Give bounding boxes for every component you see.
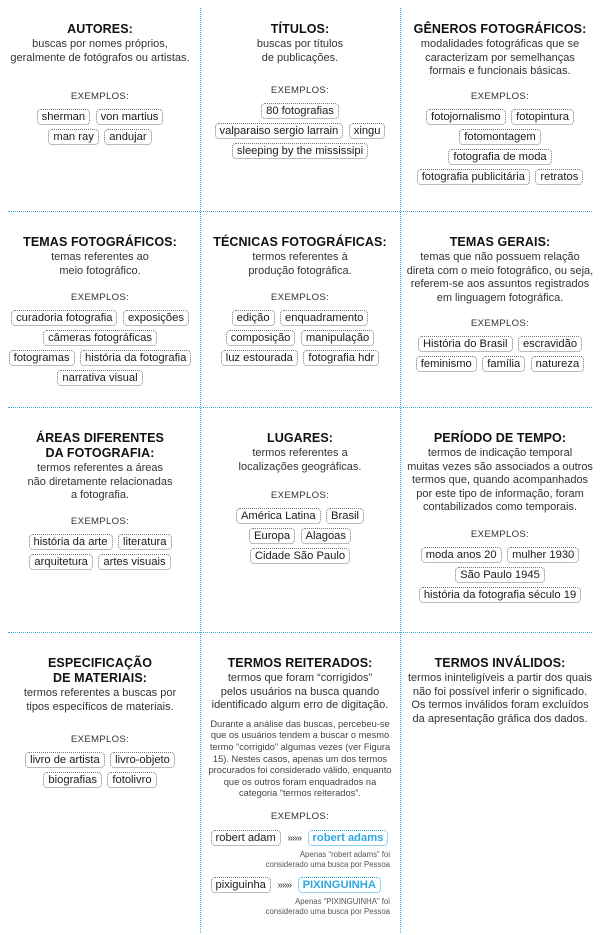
category-title: TÍTULOS:	[270, 22, 330, 36]
example-tag: curadoria fotografia	[11, 310, 117, 326]
example-tag: arquitetura	[29, 554, 93, 570]
category-note: Durante a análise das buscas, percebeu-se que os usuários tendem a buscar o mesmo termo “corrigido” algumas vezes (ver Figura 15). Nestes casos, apenas um dos termos procurados foi considerado válido, enquanto que os outros foram enquadrados na categoria “termos reiterados”.	[208, 718, 392, 799]
example-tag: história da fotografia século 19	[419, 587, 581, 603]
example-tags	[400, 544, 600, 604]
category-areas-diferentes	[0, 431, 200, 571]
category-title: TEMAS GERAIS:	[449, 235, 551, 249]
example-tag: literatura	[118, 534, 172, 550]
example-tag: fotografia publicitária	[417, 169, 530, 185]
category-description: buscas por nomes próprios, geralmente de fotógrafos ou artistas.	[10, 38, 190, 64]
category-title: LUGARES:	[266, 431, 334, 445]
category-temas-gerais	[400, 235, 600, 373]
example-tags	[200, 505, 400, 565]
examples-label: EXEMPLOS:	[70, 734, 130, 746]
category-title: TERMOS INVÁLIDOS:	[434, 656, 566, 670]
example-tag: fotogramas	[9, 350, 75, 366]
category-description: termos de indicação temporal muitas vezes são associados a outros termos que, quando acompanhados por este tipo de informação, foram contabilizados como temporais.	[407, 447, 593, 514]
example-tag: História do Brasil	[418, 336, 513, 352]
example-tag: moda anos 20	[421, 547, 502, 563]
example-tag: artes visuais	[98, 554, 170, 570]
example-tag: manipulação	[301, 330, 374, 346]
category-title: TEMAS FOTOGRÁFICOS:	[23, 235, 177, 249]
example-tag: Alagoas	[301, 528, 351, 544]
example-tags	[400, 106, 600, 186]
reiterated-pair	[210, 829, 390, 869]
category-title: ÁREAS DIFERENTES DA FOTOGRAFIA:	[35, 431, 164, 460]
reiterated-pair	[210, 876, 390, 916]
example-tag: feminismo	[416, 356, 477, 372]
example-tag: andujar	[104, 129, 151, 145]
category-description: temas referentes ao meio fotográfico.	[51, 251, 149, 277]
example-tag: sherman	[37, 109, 91, 125]
category-temas-fotograficos	[0, 235, 200, 387]
examples-label: EXEMPLOS:	[70, 515, 130, 527]
example-tag: von martius	[96, 109, 164, 125]
example-tags	[200, 100, 400, 160]
divider-horizontal-2	[8, 407, 592, 408]
example-tag: livro-objeto	[110, 752, 175, 768]
category-termos-reiterados	[200, 656, 400, 823]
category-title: AUTORES:	[67, 22, 133, 36]
example-tag: fotografia de moda	[448, 149, 551, 165]
example-tags	[0, 307, 200, 387]
example-tag: man ray	[48, 129, 98, 145]
category-description: termos ininteligíveis a partir dos quais não foi possível inferir o significado. Os termos inválidos foram excluídos da apresentação gráfica dos dados.	[407, 672, 593, 725]
original-term-tag: robert adam	[211, 830, 281, 846]
category-description: termos referentes à produção fotográfica.	[248, 251, 352, 277]
category-termos-invalidos	[400, 656, 600, 726]
category-description: termos que foram “corrigidos” pelos usuários na busca quando identificado algum erro de digitação.	[211, 672, 389, 712]
category-periodo-de-tempo	[400, 431, 600, 604]
example-tag: fotomontagem	[459, 129, 541, 145]
example-tag: fotolivro	[107, 772, 156, 788]
category-title: ESPECIFICAÇÃO DE MATERIAIS:	[47, 656, 153, 685]
example-tag: escravidão	[518, 336, 582, 352]
example-tags	[200, 307, 400, 367]
example-tag: história da arte	[29, 534, 113, 550]
category-tecnicas-fotograficas	[200, 235, 400, 367]
example-tag: biografias	[43, 772, 102, 788]
example-tag: retratos	[535, 169, 583, 185]
example-tag: família	[482, 356, 525, 372]
example-tag: narrativa visual	[57, 370, 142, 386]
category-description: temas que não possuem relação direta com o meio fotográfico, ou seja, referem-se aos assuntos registrados em linguagem fotográfica.	[406, 251, 594, 304]
example-tag: mulher 1930	[507, 547, 579, 563]
category-description: modalidades fotográficas que se caracterizam por semelhanças formais e funcionais básicas.	[420, 38, 580, 78]
example-tag: edição	[232, 310, 275, 326]
category-especificacao-de-materiais	[0, 656, 200, 789]
example-tag: fotojornalismo	[426, 109, 506, 125]
examples-label: EXEMPLOS:	[70, 292, 130, 304]
example-tag: Cidade São Paulo	[250, 548, 350, 564]
examples-label: EXEMPLOS:	[470, 528, 530, 540]
examples-label: EXEMPLOS:	[270, 810, 330, 822]
examples-label: EXEMPLOS:	[270, 85, 330, 97]
example-tag: 80 fotografias	[261, 103, 339, 119]
divider-horizontal-3	[8, 632, 592, 633]
category-generos-fotograficos	[400, 22, 600, 186]
example-tag: sleeping by the mississipi	[232, 143, 368, 159]
examples-label: EXEMPLOS:	[270, 490, 330, 502]
category-description: termos referentes a buscas por tipos específicos de materiais.	[23, 687, 177, 713]
example-tags	[0, 531, 200, 571]
category-title: TERMOS REITERADOS:	[227, 656, 373, 670]
example-tags	[0, 106, 200, 146]
examples-label: EXEMPLOS:	[470, 90, 530, 102]
category-description: termos referentes a áreas não diretamente relacionadas a fotografia.	[27, 462, 173, 502]
example-tag: Europa	[249, 528, 295, 544]
category-title: GÊNEROS FOTOGRÁFICOS:	[413, 22, 587, 36]
category-title: PERÍODO DE TEMPO:	[433, 431, 567, 445]
category-lugares	[200, 431, 400, 565]
pair-caption: Apenas “PIXINGUINHA” foi considerado uma busca por Pessoa	[265, 897, 390, 916]
example-tag: livro de artista	[25, 752, 105, 768]
category-description: termos referentes a localizações geográficas.	[238, 447, 362, 473]
arrow-icon: »»»	[287, 832, 302, 844]
example-tag: América Latina	[236, 508, 321, 524]
example-tag: fotografia hdr	[303, 350, 379, 366]
category-title: TÉCNICAS FOTOGRÁFICAS:	[213, 235, 387, 249]
corrected-term-tag: PIXINGUINHA	[298, 877, 381, 893]
example-tag: xingu	[349, 123, 386, 139]
example-tags	[0, 749, 200, 789]
example-tag: valparaiso sergio larrain	[215, 123, 344, 139]
example-tag: enquadramento	[280, 310, 368, 326]
divider-horizontal-1	[8, 211, 592, 212]
original-term-tag: pixiguinha	[211, 877, 271, 893]
example-tag: composição	[226, 330, 296, 346]
example-tag: São Paulo 1945	[455, 567, 545, 583]
category-description: buscas por títulos de publicações.	[256, 38, 344, 64]
pair-caption: Apenas “robert adams” foi considerado uma busca por Pessoa	[265, 850, 390, 869]
example-tag: luz estourada	[221, 350, 298, 366]
example-tags	[400, 333, 600, 373]
category-titulos	[200, 22, 400, 160]
examples-label: EXEMPLOS:	[270, 292, 330, 304]
example-tag: Brasil	[326, 508, 364, 524]
example-tag: fotopintura	[511, 109, 574, 125]
corrected-term-tag: robert adams	[308, 830, 389, 846]
example-tag: natureza	[531, 356, 585, 372]
example-tag: história da fotografia	[80, 350, 191, 366]
category-autores	[0, 22, 200, 146]
arrow-icon: »»»	[277, 879, 292, 891]
examples-label: EXEMPLOS:	[470, 318, 530, 330]
example-tag: exposições	[123, 310, 189, 326]
examples-label: EXEMPLOS:	[70, 91, 130, 103]
example-tag: câmeras fotográficas	[43, 330, 157, 346]
